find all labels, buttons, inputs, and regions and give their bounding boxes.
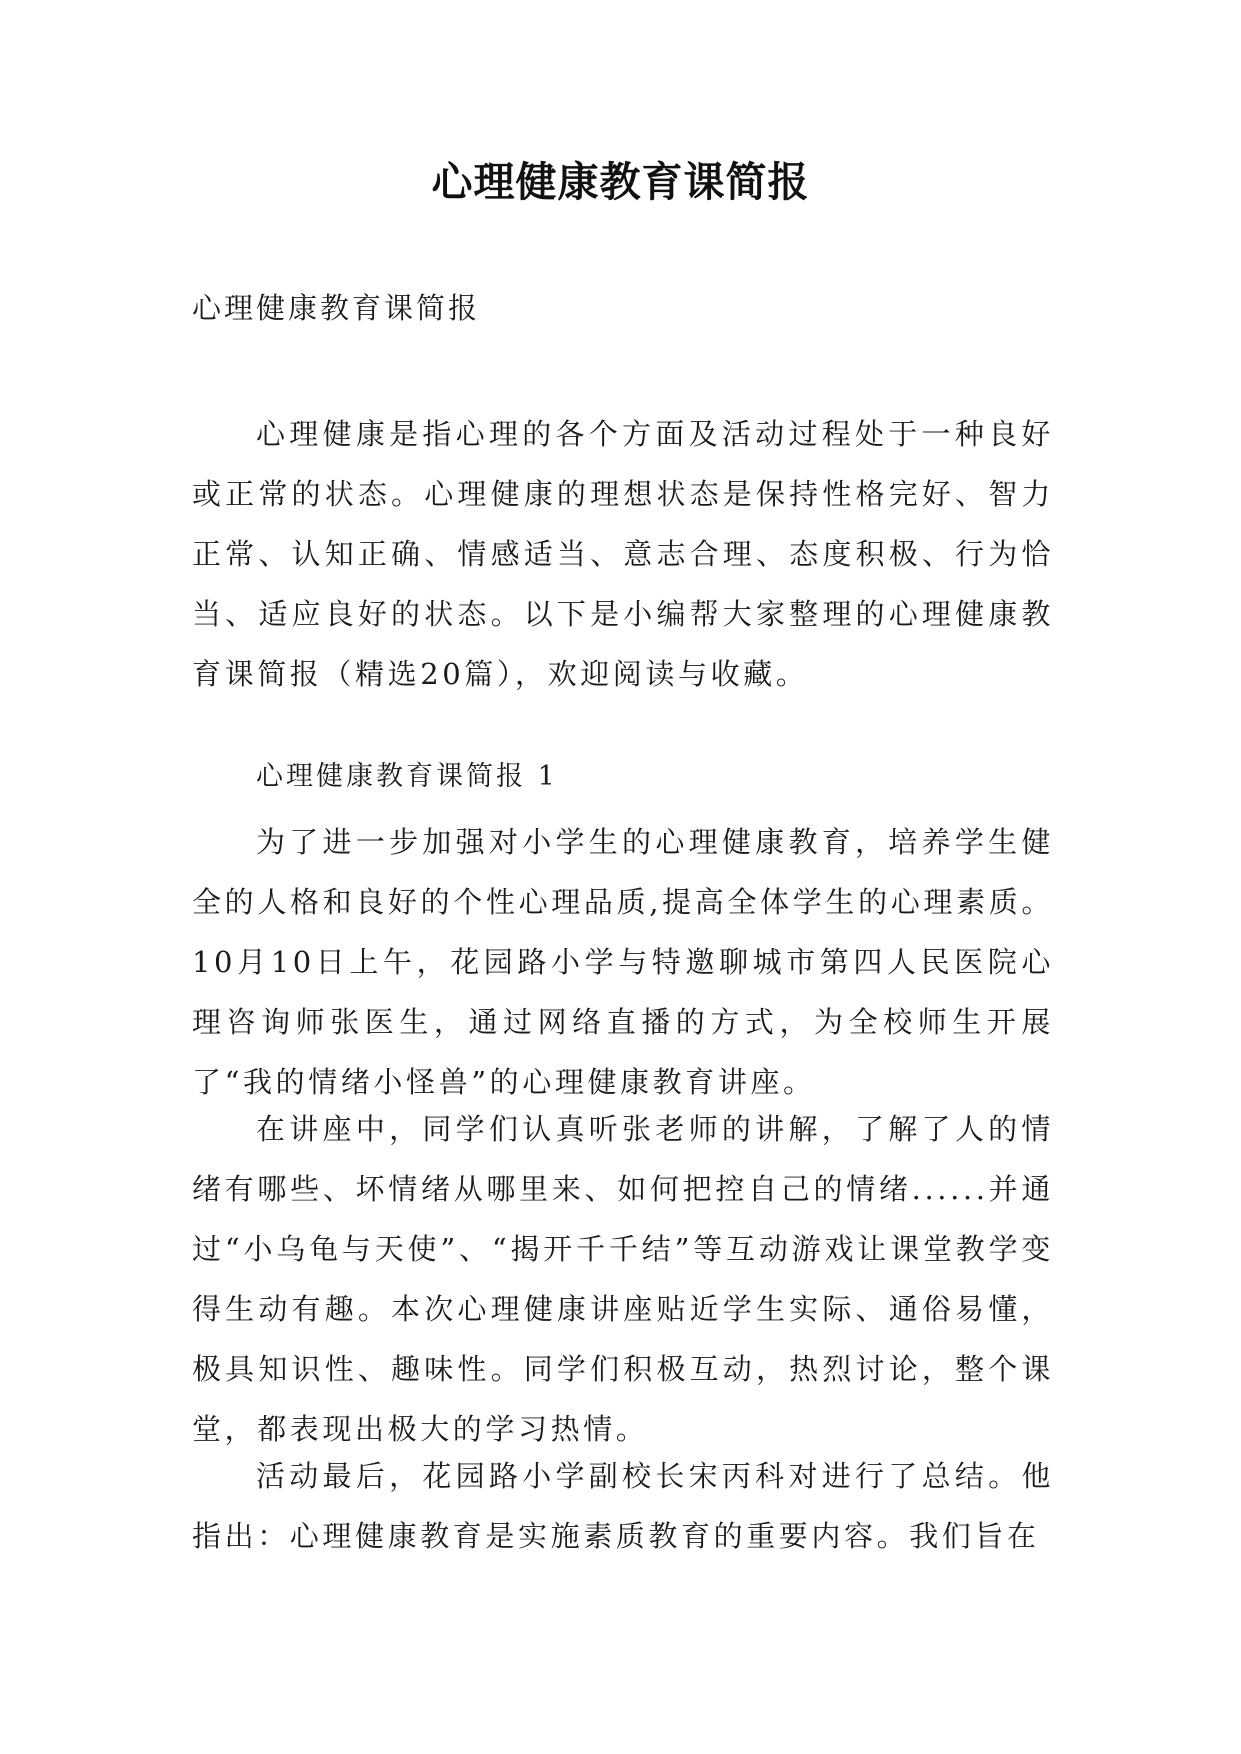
document-title: 心理健康教育课简报 [431, 158, 810, 206]
body-paragraph: 为了进一步加强对小学生的心理健康教育，培养学生健全的人格和良好的个性心理品质,提高全体学生的心理素质。10月10日上午，花园路小学与特邀聊城市第四人民医院心理咨询师张医生，通过网络直播的方式，为全校师生开展了“我的情绪小怪兽”的心理健康教育讲座。 [192, 825, 1054, 1099]
body-paragraph: 在讲座中，同学们认真听张老师的讲解，了解了人的情绪有哪些、坏情绪从哪里来、如何把控自己的情绪......并通过“小乌龟与天使”、“揭开千千结”等互动游戏让课堂教学变得生动有趣。本次心理健康讲座贴近学生实际、通俗易懂，极具知识性、趣味性。同学们积极互动，热烈讨论，整个课堂，都表现出极大的学习热情。 [192, 1112, 1054, 1446]
intro-paragraph: 心理健康是指心理的各个方面及活动过程处于一种良好或正常的状态。心理健康的理想状态是保持性格完好、智力正常、认知正确、情感适当、意志合理、态度积极、行为恰当、适应良好的状态。以下是小编帮大家整理的心理健康教育课简报（精选20篇），欢迎阅读与收藏。 [192, 417, 1054, 691]
document-subtitle: 心理健康教育课简报 [192, 291, 481, 325]
body-paragraph: 活动最后，花园路小学副校长宋丙科对进行了总结。他指出：心理健康教育是实施素质教育的重要内容。我们旨在 [192, 1459, 1054, 1553]
section-heading: 心理健康教育课简报 1 [256, 761, 558, 792]
